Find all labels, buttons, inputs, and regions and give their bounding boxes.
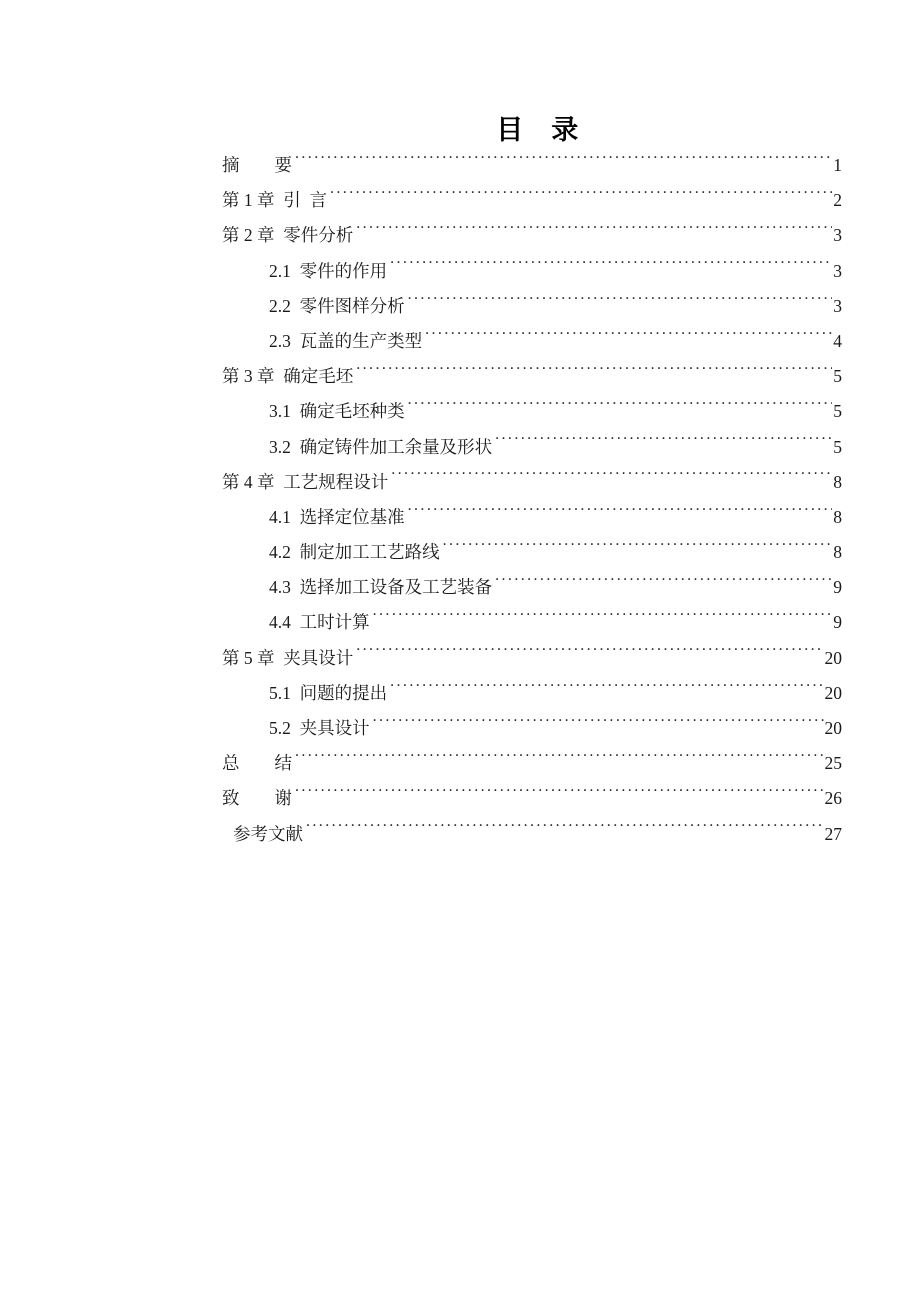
toc-dot-leader	[306, 822, 824, 840]
toc-dot-leader	[330, 189, 832, 207]
toc-entry-label: 第 5 章 夹具设计	[222, 647, 354, 668]
toc-entry-page-number: 8	[833, 542, 842, 563]
toc-dot-leader	[443, 541, 833, 559]
toc-dot-leader	[390, 259, 832, 277]
toc-entry[interactable]	[222, 781, 842, 816]
toc-entry-label: 2.3 瓦盖的生产类型	[269, 330, 423, 351]
toc-entry[interactable]	[269, 711, 842, 746]
toc-entry-label: 总 结	[222, 753, 292, 774]
toc-entry-page-number: 3	[833, 260, 842, 281]
toc-entry-label: 第 1 章 引 言	[222, 190, 327, 211]
toc-entry-page-number: 2	[833, 190, 842, 211]
toc-list	[222, 148, 842, 852]
toc-entry-label: 致 谢	[222, 788, 292, 809]
toc-entry[interactable]	[222, 641, 842, 676]
toc-entry[interactable]	[222, 746, 842, 781]
toc-dot-leader	[373, 611, 833, 629]
toc-entry-page-number: 20	[824, 682, 842, 703]
toc-entry-page-number: 5	[833, 436, 842, 457]
toc-entry-page-number: 9	[833, 612, 842, 633]
toc-entry-label: 参考文献	[233, 823, 303, 844]
toc-entry-page-number: 1	[833, 155, 842, 175]
toc-entry[interactable]	[222, 148, 842, 183]
toc-entry-label: 第 2 章 零件分析	[222, 225, 354, 246]
toc-entry-label: 3.2 确定铸件加工余量及形状	[269, 436, 493, 457]
toc-entry-label: 第 4 章 工艺规程设计	[222, 471, 389, 492]
toc-entry-label: 3.1 确定毛坯种类	[269, 401, 405, 422]
toc-entry[interactable]	[222, 218, 842, 253]
toc-entry[interactable]	[269, 289, 842, 324]
toc-dot-leader	[295, 752, 824, 770]
page-title: 目 录	[496, 115, 579, 145]
toc-entry-label: 摘 要	[222, 155, 292, 175]
toc-entry[interactable]	[222, 465, 842, 500]
toc-dot-leader	[295, 154, 832, 172]
toc-entry-page-number: 27	[824, 823, 842, 844]
toc-entry-page-number: 8	[833, 471, 842, 492]
toc-entry-page-number: 26	[824, 788, 842, 809]
toc-dot-leader	[408, 505, 833, 523]
toc-entry-page-number: 4	[833, 330, 842, 351]
toc-entry-label: 4.1 选择定位基准	[269, 506, 405, 527]
toc-entry[interactable]	[269, 254, 842, 289]
toc-entry-label: 2.1 零件的作用	[269, 260, 388, 281]
toc-entry-page-number: 3	[833, 295, 842, 316]
toc-dot-leader	[295, 787, 824, 805]
toc-dot-leader	[425, 329, 832, 347]
toc-dot-leader	[373, 717, 824, 735]
toc-entry-label: 5.2 夹具设计	[269, 718, 370, 738]
toc-entry-page-number: 3	[833, 225, 842, 246]
toc-entry-page-number: 20	[824, 718, 842, 738]
toc-dot-leader	[356, 646, 823, 664]
toc-dot-leader	[408, 294, 833, 312]
toc-entry-page-number: 20	[824, 647, 842, 668]
toc-dot-leader	[356, 365, 832, 383]
toc-entry-page-number: 5	[833, 401, 842, 422]
toc-entry[interactable]	[269, 605, 842, 640]
toc-dot-leader	[495, 576, 832, 594]
toc-entry-page-number: 8	[833, 506, 842, 527]
toc-entry[interactable]	[269, 324, 842, 359]
toc-entry-label: 4.4 工时计算	[269, 612, 370, 633]
toc-dot-leader	[495, 435, 832, 453]
toc-entry[interactable]	[222, 359, 842, 394]
toc-entry[interactable]	[269, 535, 842, 570]
toc-entry-label: 第 3 章 确定毛坯	[222, 366, 354, 387]
toc-entry-page-number: 5	[833, 366, 842, 387]
toc-entry-label: 4.2 制定加工工艺路线	[269, 542, 440, 563]
toc-entry[interactable]	[222, 183, 842, 218]
toc-entry[interactable]	[269, 394, 842, 429]
toc-dot-leader	[390, 681, 823, 699]
toc-dot-leader	[408, 400, 833, 418]
toc-dot-leader	[356, 224, 832, 242]
toc-entry[interactable]	[269, 570, 842, 605]
toc-entry[interactable]	[269, 430, 842, 465]
toc-entry-page-number: 9	[833, 577, 842, 598]
toc-entry[interactable]	[269, 676, 842, 711]
toc-entry-page-number: 25	[824, 753, 842, 774]
toc-entry[interactable]	[269, 500, 842, 535]
toc-entry-label: 4.3 选择加工设备及工艺装备	[269, 577, 493, 598]
toc-entry-label: 2.2 零件图样分析	[269, 295, 405, 316]
toc-dot-leader	[391, 470, 832, 488]
toc-entry[interactable]	[233, 817, 842, 852]
toc-entry-label: 5.1 问题的提出	[269, 682, 388, 703]
